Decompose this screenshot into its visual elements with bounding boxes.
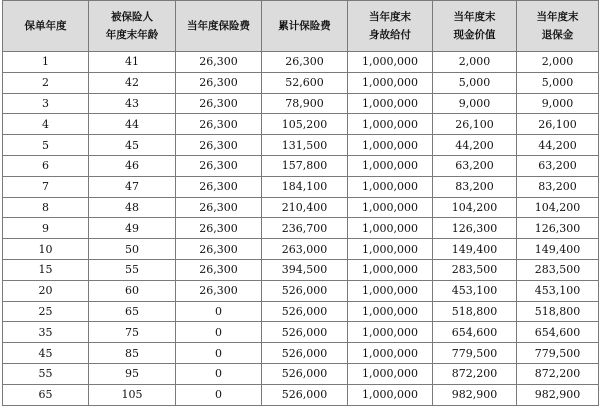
- table-row: [3, 135, 599, 156]
- table-cell: 184,100: [262, 176, 348, 197]
- table-cell: 1,000,000: [348, 259, 433, 280]
- table-cell: 105: [89, 384, 176, 405]
- column-header-line: 当年度末: [369, 11, 411, 23]
- table-cell: 1,000,000: [348, 176, 433, 197]
- table-cell: 526,000: [262, 280, 348, 301]
- table-cell: 35: [3, 322, 89, 343]
- table-cell: 518,800: [517, 301, 599, 322]
- table-cell: 26,300: [262, 52, 348, 73]
- table-cell: 131,500: [262, 135, 348, 156]
- table-row: [3, 343, 599, 364]
- table-cell: 65: [3, 384, 89, 405]
- benefit-table-container: [2, 0, 598, 415]
- table-cell: 83,200: [433, 176, 517, 197]
- table-cell: 26,300: [176, 239, 262, 260]
- table-cell: 95: [89, 363, 176, 384]
- table-cell: 263,000: [262, 239, 348, 260]
- table-cell: 45: [89, 135, 176, 156]
- table-cell: 157,800: [262, 155, 348, 176]
- table-row: [3, 280, 599, 301]
- table-cell: 0: [176, 384, 262, 405]
- table-cell: 50: [89, 239, 176, 260]
- table-cell: 1,000,000: [348, 280, 433, 301]
- table-cell: 6: [3, 155, 89, 176]
- table-cell: 0: [176, 343, 262, 364]
- table-cell: 63,200: [517, 155, 599, 176]
- column-header: [517, 1, 599, 52]
- table-cell: 1,000,000: [348, 301, 433, 322]
- table-cell: 2: [3, 72, 89, 93]
- table-cell: 65: [89, 301, 176, 322]
- column-header-line: 现金价值: [453, 29, 496, 41]
- table-cell: 518,800: [433, 301, 517, 322]
- table-cell: 26,300: [176, 93, 262, 114]
- table-row: [3, 218, 599, 239]
- table-cell: 83,200: [517, 176, 599, 197]
- table-cell: 1,000,000: [348, 384, 433, 405]
- table-cell: 779,500: [433, 343, 517, 364]
- table-cell: 78,900: [262, 93, 348, 114]
- table-cell: 5: [3, 135, 89, 156]
- table-cell: 394,500: [262, 259, 348, 280]
- column-header-line: 当年度末: [453, 11, 496, 23]
- table-cell: 1,000,000: [348, 197, 433, 218]
- table-cell: 126,300: [433, 218, 517, 239]
- table-row: [3, 93, 599, 114]
- table-cell: 85: [89, 343, 176, 364]
- table-cell: 5,000: [433, 72, 517, 93]
- table-cell: 8: [3, 197, 89, 218]
- column-header-line: 累计保险费: [278, 20, 331, 32]
- table-cell: 779,500: [517, 343, 599, 364]
- column-header-line: 年度末年龄: [105, 29, 159, 41]
- table-cell: 126,300: [517, 218, 599, 239]
- table-cell: 60: [89, 280, 176, 301]
- column-header-line: 退保金: [541, 29, 574, 41]
- table-cell: 872,200: [433, 363, 517, 384]
- table-cell: 1,000,000: [348, 93, 433, 114]
- table-cell: 26,300: [176, 218, 262, 239]
- table-row: [3, 239, 599, 260]
- table-cell: 52,600: [262, 72, 348, 93]
- table-cell: 1: [3, 52, 89, 73]
- table-cell: 1,000,000: [348, 322, 433, 343]
- benefit-table: [2, 0, 599, 406]
- table-cell: 104,200: [517, 197, 599, 218]
- table-cell: 44,200: [517, 135, 599, 156]
- table-row: [3, 114, 599, 135]
- table-cell: 654,600: [517, 322, 599, 343]
- column-header: [433, 1, 517, 52]
- table-cell: 982,900: [433, 384, 517, 405]
- table-cell: 283,500: [433, 259, 517, 280]
- table-cell: 63,200: [433, 155, 517, 176]
- table-cell: 7: [3, 176, 89, 197]
- table-cell: 49: [89, 218, 176, 239]
- table-cell: 55: [3, 363, 89, 384]
- column-header-line: 当年度保险费: [187, 20, 250, 32]
- table-cell: 26,300: [176, 176, 262, 197]
- table-cell: 210,400: [262, 197, 348, 218]
- table-cell: 45: [3, 343, 89, 364]
- table-cell: 1,000,000: [348, 239, 433, 260]
- table-cell: 26,100: [517, 114, 599, 135]
- table-cell: 5,000: [517, 72, 599, 93]
- table-cell: 75: [89, 322, 176, 343]
- table-cell: 26,300: [176, 155, 262, 176]
- column-header-line: 当年度末: [536, 11, 579, 23]
- table-cell: 104,200: [433, 197, 517, 218]
- table-row: [3, 176, 599, 197]
- table-row: [3, 72, 599, 93]
- table-cell: 1,000,000: [348, 218, 433, 239]
- column-header: [348, 1, 433, 52]
- table-cell: 2,000: [517, 52, 599, 73]
- column-header: [89, 1, 176, 52]
- table-cell: 25: [3, 301, 89, 322]
- table-cell: 26,300: [176, 259, 262, 280]
- table-cell: 1,000,000: [348, 343, 433, 364]
- table-cell: 654,600: [433, 322, 517, 343]
- table-body: [3, 52, 599, 406]
- table-cell: 41: [89, 52, 176, 73]
- table-cell: 526,000: [262, 301, 348, 322]
- table-cell: 982,900: [517, 384, 599, 405]
- table-cell: 4: [3, 114, 89, 135]
- table-cell: 105,200: [262, 114, 348, 135]
- table-cell: 1,000,000: [348, 155, 433, 176]
- table-cell: 149,400: [517, 239, 599, 260]
- table-cell: 526,000: [262, 322, 348, 343]
- table-cell: 26,100: [433, 114, 517, 135]
- table-cell: 55: [89, 259, 176, 280]
- column-header-line: 身故给付: [369, 29, 411, 41]
- column-header: [3, 1, 89, 52]
- table-cell: 26,300: [176, 135, 262, 156]
- table-cell: 453,100: [433, 280, 517, 301]
- table-cell: 9,000: [517, 93, 599, 114]
- column-header: [262, 1, 348, 52]
- table-cell: 9,000: [433, 93, 517, 114]
- table-cell: 0: [176, 322, 262, 343]
- table-cell: 1,000,000: [348, 72, 433, 93]
- table-cell: 872,200: [517, 363, 599, 384]
- table-cell: 26,300: [176, 197, 262, 218]
- table-row: [3, 384, 599, 405]
- table-cell: 26,300: [176, 52, 262, 73]
- header-row: [3, 1, 599, 52]
- table-cell: 1,000,000: [348, 52, 433, 73]
- table-cell: 44: [89, 114, 176, 135]
- table-cell: 453,100: [517, 280, 599, 301]
- table-cell: 26,300: [176, 72, 262, 93]
- table-cell: 15: [3, 259, 89, 280]
- table-cell: 526,000: [262, 343, 348, 364]
- table-cell: 283,500: [517, 259, 599, 280]
- table-row: [3, 155, 599, 176]
- table-row: [3, 197, 599, 218]
- table-row: [3, 363, 599, 384]
- table-cell: 0: [176, 363, 262, 384]
- table-cell: 26,300: [176, 280, 262, 301]
- table-row: [3, 322, 599, 343]
- table-cell: 0: [176, 301, 262, 322]
- table-cell: 1,000,000: [348, 114, 433, 135]
- table-cell: 48: [89, 197, 176, 218]
- column-header-line: 保单年度: [24, 20, 67, 32]
- column-header: [176, 1, 262, 52]
- table-cell: 1,000,000: [348, 135, 433, 156]
- table-cell: 526,000: [262, 384, 348, 405]
- table-cell: 526,000: [262, 363, 348, 384]
- table-cell: 26,300: [176, 114, 262, 135]
- table-cell: 3: [3, 93, 89, 114]
- table-cell: 149,400: [433, 239, 517, 260]
- table-row: [3, 52, 599, 73]
- table-cell: 42: [89, 72, 176, 93]
- table-cell: 44,200: [433, 135, 517, 156]
- table-cell: 2,000: [433, 52, 517, 73]
- table-cell: 43: [89, 93, 176, 114]
- table-header: [3, 1, 599, 52]
- table-cell: 47: [89, 176, 176, 197]
- table-cell: 20: [3, 280, 89, 301]
- table-cell: 10: [3, 239, 89, 260]
- table-cell: 236,700: [262, 218, 348, 239]
- table-cell: 9: [3, 218, 89, 239]
- table-cell: 46: [89, 155, 176, 176]
- table-row: [3, 259, 599, 280]
- table-cell: 1,000,000: [348, 363, 433, 384]
- table-row: [3, 301, 599, 322]
- column-header-line: 被保险人: [111, 11, 153, 23]
